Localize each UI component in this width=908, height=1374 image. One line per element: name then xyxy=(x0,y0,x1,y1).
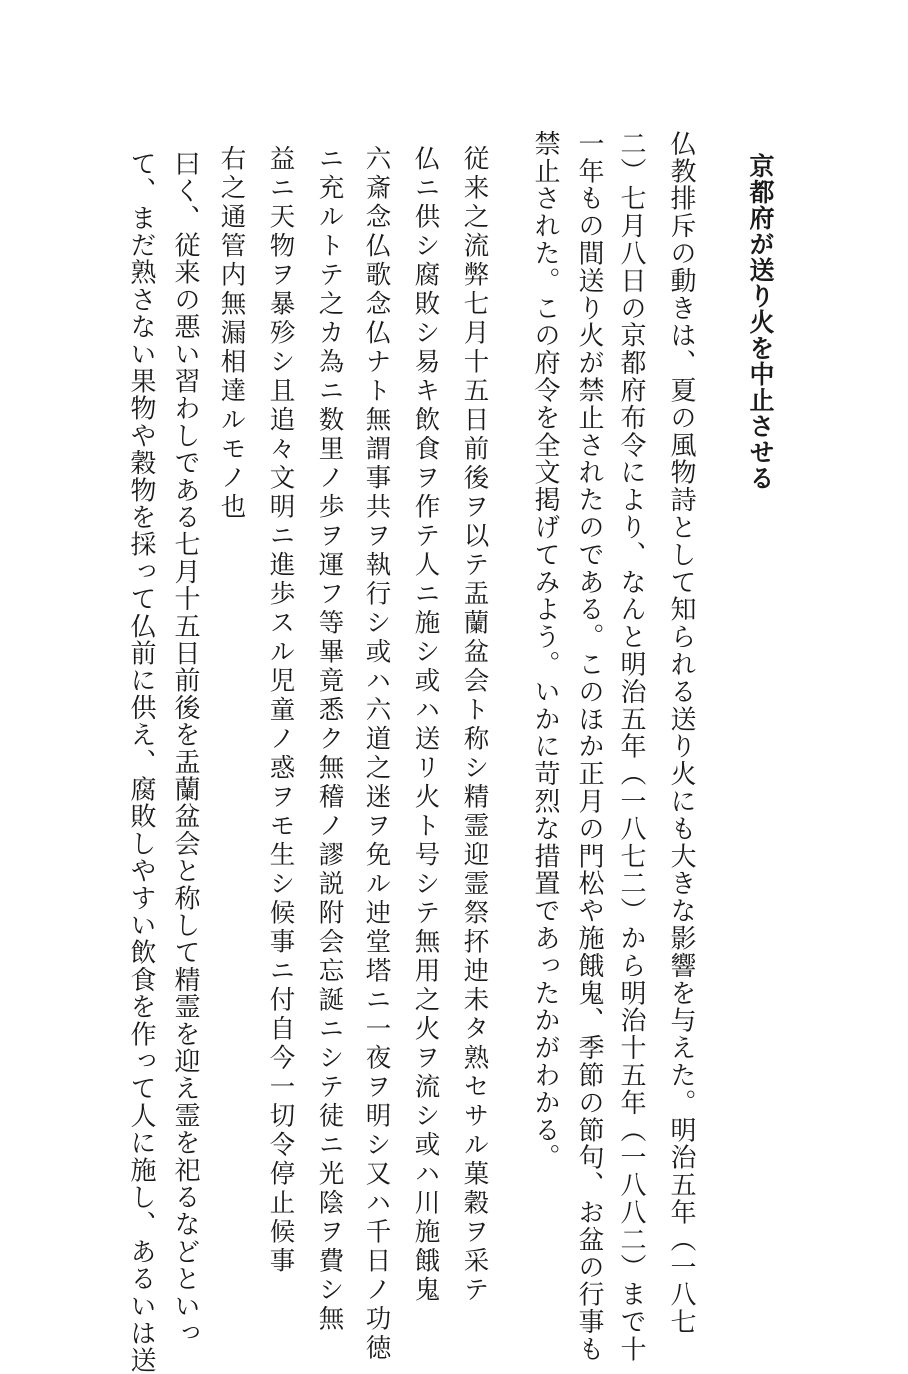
decree-column-5: 益ニ天物ヲ暴殄シ且追々文明ニ進歩スル児童ノ惑ヲモ生シ候事ニ付自今一切令停止候事 xyxy=(265,145,296,1276)
translation-column-1: 曰く、従来の悪い習わしである七月十五日前後を盂蘭盆会と称して精霊を迎え霊を祀るなどといっ xyxy=(170,150,200,1347)
decree-column-4: ニ充ルトテ之カ為ニ数里ノ歩ヲ運フ等畢竟悉ク無稽ノ謬説附会忘誕ニシテ徒ニ光陰ヲ費シ無 xyxy=(314,145,345,1334)
section-title: 京都府が送り火を中止させる xyxy=(746,153,775,491)
decree-column-2: 仏ニ供シ腐敗シ易キ飲食ヲ作テ人ニ施シ或ハ送リ火ト号シテ無用之火ヲ流シ或ハ川施餓鬼 xyxy=(410,145,441,1305)
intro-column-4: 禁止された。この府令を全文掲げてみよう。いかに苛烈な措置であったかがわかる。 xyxy=(530,130,560,1172)
intro-column-2: 二）七月八日の京都府布令により、なんと明治五年（一八七二）から明治十五年（一八八二）まで十 xyxy=(616,130,646,1363)
intro-column-1: 仏教排斥の動きは、夏の風物詩として知られる送り火にも大きな影響を与えた。明治五年（一八七 xyxy=(666,130,696,1336)
decree-column-6: 右之通管内無漏相達ルモノ也 xyxy=(216,145,247,522)
decree-column-1: 従来之流弊七月十五日前後ヲ以テ盂蘭盆会ト称シ精霊迎霊祭抔迚未タ熟セサル菓穀ヲ采テ xyxy=(459,145,490,1305)
intro-column-3: 一年もの間送り火が禁止されたのである。このほか正月の門松や施餓鬼、季節の節句、お盆の行事も xyxy=(574,130,604,1363)
translation-column-2: て、まだ熟さない果物や穀物を採って仏前に供え、腐敗しやすい飲食を作って人に施し、あるいは送 xyxy=(126,150,156,1374)
decree-column-3: 六斎念仏歌念仏ナト無謂事共ヲ執行シ或ハ六道之迷ヲ免ル迚堂塔ニ一夜ヲ明シ又ハ千日ノ功徳 xyxy=(361,145,392,1363)
